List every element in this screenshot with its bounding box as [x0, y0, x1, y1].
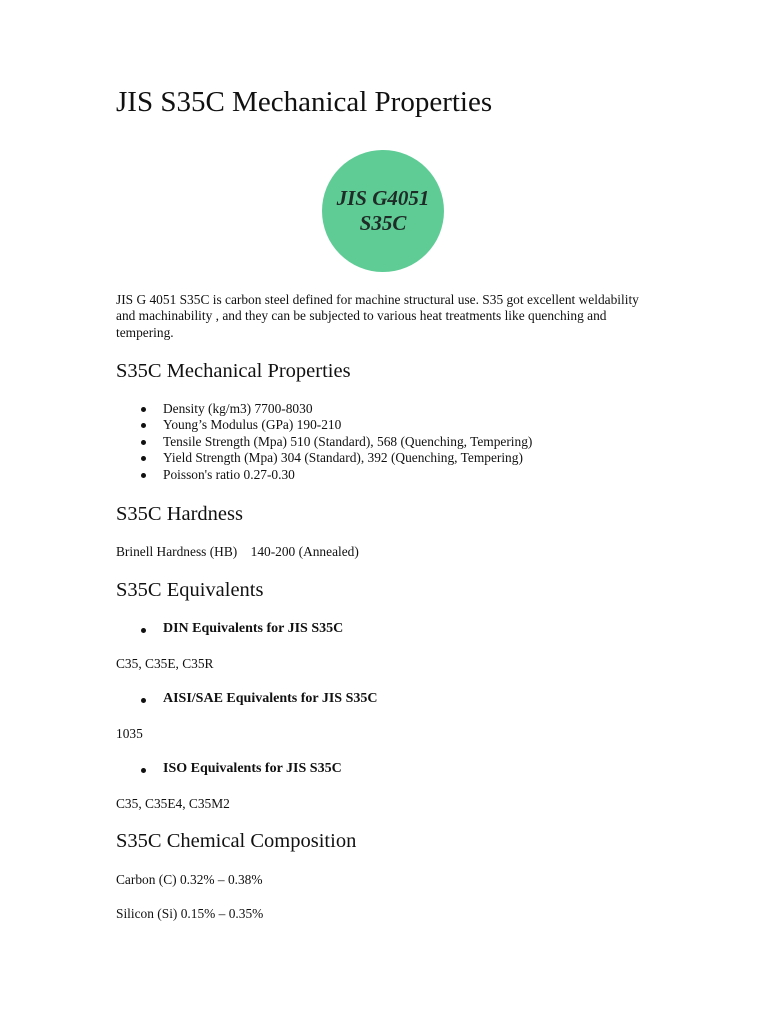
property-density: Density (kg/m3) 7700-8030 [116, 401, 532, 417]
page-title: JIS S35C Mechanical Properties [116, 86, 493, 118]
silicon-content: Silicon (Si) 0.15% – 0.35% [116, 906, 264, 921]
hardness-text: Brinell Hardness (HB) 140-200 (Annealed) [116, 544, 359, 559]
property-poissons-ratio: Poisson's ratio 0.27-0.30 [116, 467, 532, 483]
property-yield-strength: Yield Strength (Mpa) 304 (Standard), 392 (Quenching, Tempering) [116, 450, 532, 466]
carbon-content: Carbon (C) 0.32% – 0.38% [116, 872, 263, 887]
aisi-equivalents-item: AISI/SAE Equivalents for JIS S35C [116, 691, 377, 707]
aisi-equivalents-values: 1035 [116, 726, 143, 741]
din-equivalents-values: C35, C35E, C35R [116, 656, 214, 671]
property-youngs-modulus: Young’s Modulus (GPa) 190-210 [116, 417, 532, 433]
logo-line-1: JIS G4051 [336, 186, 430, 210]
property-tensile-strength: Tensile Strength (Mpa) 510 (Standard), 568 (Quenching, Tempering) [116, 434, 532, 450]
logo-line-2: S35C [359, 211, 407, 235]
intro-paragraph: JIS G 4051 S35C is carbon steel defined for machine structural use. S35 got excellent weldability and machinability , and they can be subjected to various heat treatments like quenching and tempering. [116, 292, 639, 340]
equivalents-heading: S35C Equivalents [116, 579, 264, 601]
hardness-heading: S35C Hardness [116, 503, 243, 525]
iso-equivalents-item: ISO Equivalents for JIS S35C [116, 761, 342, 777]
din-equivalents-item: DIN Equivalents for JIS S35C [116, 621, 343, 637]
mechanical-properties-heading: S35C Mechanical Properties [116, 360, 351, 382]
mechanical-properties-list [116, 401, 532, 483]
jis-g4051-s35c-logo [322, 150, 444, 272]
chemical-composition-heading: S35C Chemical Composition [116, 830, 357, 852]
iso-equivalents-values: C35, C35E4, C35M2 [116, 796, 230, 811]
